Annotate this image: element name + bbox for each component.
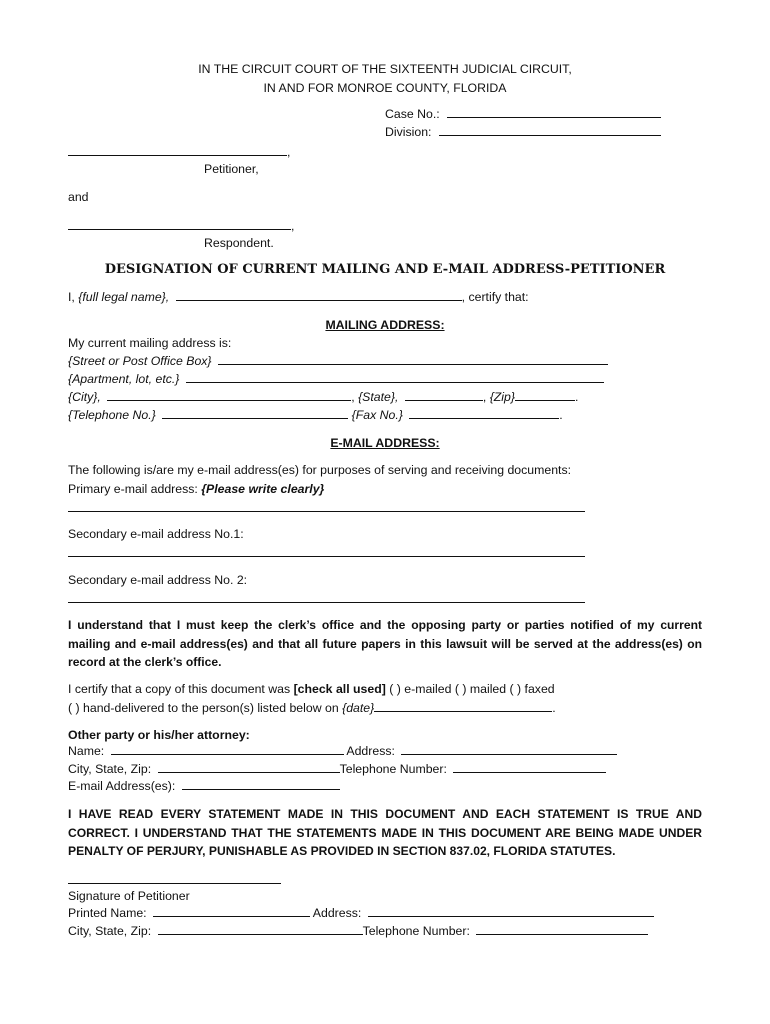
primary-email-hint: {Please write clearly}: [201, 482, 325, 496]
other-party-heading: Other party or his/her attorney:: [68, 728, 250, 742]
court-line-1: IN THE CIRCUIT COURT OF THE SIXTEENTH JUDICIAL CIRCUIT,: [198, 62, 572, 76]
intro-row: [68, 289, 529, 305]
city-field[interactable]: [107, 389, 351, 401]
fax-field[interactable]: [409, 407, 559, 419]
secondary-email-1-label: Secondary e-mail address No.1:: [68, 527, 244, 541]
other-email-field[interactable]: [182, 778, 340, 790]
case-no-row: [385, 106, 661, 122]
petitioner-label: Petitioner,: [204, 162, 259, 176]
email-lead: The following is/are my e-mail address(es) for purposes of serving and receiving documents:: [68, 463, 572, 477]
zip-field[interactable]: [515, 389, 575, 401]
other-address-label: Address:: [346, 744, 395, 758]
certify-row: [68, 681, 555, 697]
division-field[interactable]: [439, 124, 661, 136]
respondent-name-row: ,: [68, 218, 294, 234]
division-row: [385, 124, 661, 140]
option-hand-delivered[interactable]: ( ) hand-delivered to the person(s) listed below on: [68, 701, 339, 715]
signature-label: Signature of Petitioner: [68, 889, 190, 903]
primary-email-field[interactable]: [68, 511, 585, 512]
city-hint: {City},: [68, 390, 101, 404]
signature-city-label: City, State, Zip:: [68, 924, 152, 938]
other-address-field[interactable]: [401, 743, 617, 755]
option-faxed[interactable]: ( ) faxed: [509, 682, 555, 696]
full-name-hint: {full legal name},: [78, 290, 170, 304]
apartment-field[interactable]: [186, 371, 604, 383]
understanding-paragraph: I understand that I must keep the clerk’s office and the opposing party or parties notified of my current mailing and e-mail address(es) and that all future papers in this lawsuit will be served at the address(es) on record at the clerk’s office.: [68, 618, 702, 669]
date-field[interactable]: [374, 700, 552, 712]
state-field[interactable]: [405, 389, 483, 401]
date-hint: {date}: [342, 701, 375, 715]
apartment-row: [68, 371, 604, 387]
street-field[interactable]: [218, 353, 608, 365]
respondent-name-field[interactable]: [68, 218, 291, 230]
court-line-2: IN AND FOR MONROE COUNTY, FLORIDA: [263, 81, 507, 95]
other-email-label: E-mail Address(es):: [68, 779, 176, 793]
signature-city-row: [68, 923, 648, 939]
other-city-row: [68, 761, 606, 777]
city-state-zip-row: {City}, , {State}, , {Zip} .: [68, 390, 579, 404]
intro-prefix: I,: [68, 290, 75, 304]
apartment-hint: {Apartment, lot, etc.}: [68, 372, 180, 386]
mailing-heading: MAILING ADDRESS:: [325, 318, 445, 332]
secondary-email-2-field[interactable]: [68, 602, 585, 603]
division-label: Division:: [385, 125, 432, 139]
option-mailed[interactable]: ( ) mailed: [454, 682, 507, 696]
zip-hint: {Zip}: [489, 390, 515, 404]
signature-line[interactable]: [68, 883, 281, 884]
other-city-label: City, State, Zip:: [68, 762, 152, 776]
email-heading: E-MAIL ADDRESS:: [330, 436, 440, 450]
signature-city-field[interactable]: [158, 923, 363, 935]
document-title: DESIGNATION OF CURRENT MAILING AND E-MAIL ADDRESS-PETITIONER: [104, 262, 666, 277]
printed-name-field[interactable]: [153, 905, 310, 917]
petitioner-name-row: ,: [68, 144, 290, 160]
other-name-row: [68, 743, 617, 759]
signature-name-row: [68, 905, 654, 921]
mailing-lead: My current mailing address is:: [68, 336, 232, 350]
street-row: [68, 353, 608, 369]
certify-prefix: I certify that a copy of this document was: [68, 682, 291, 696]
telephone-hint: {Telephone No.}: [68, 408, 156, 422]
fax-hint: {Fax No.}: [351, 408, 403, 422]
signature-address-label: Address:: [312, 906, 362, 920]
option-emailed[interactable]: ( ) e-mailed: [389, 682, 452, 696]
printed-name-label: Printed Name:: [68, 906, 147, 920]
secondary-email-2-label: Secondary e-mail address No. 2:: [68, 573, 248, 587]
telephone-field[interactable]: [162, 407, 348, 419]
phone-fax-row: {Telephone No.} {Fax No.} .: [68, 408, 563, 422]
other-telephone-label: Telephone Number:: [339, 762, 447, 776]
respondent-label: Respondent.: [204, 236, 274, 250]
perjury-declaration: I HAVE READ EVERY STATEMENT MADE IN THIS DOCUMENT AND EACH STATEMENT IS TRUE AND CORRECT. I UNDERSTAND THAT THE STATEMENTS MADE IN THIS DOCUMENT ARE BEING MADE UNDER PENALTY OF PERJURY, PUNISHABLE AS PROVIDED IN SECTION 837.02, FLORIDA STATUTES.: [68, 807, 702, 858]
intro-suffix: , certify that:: [461, 290, 529, 304]
primary-email-label: Primary e-mail address:: [68, 482, 198, 496]
street-hint: {Street or Post Office Box}: [68, 354, 212, 368]
other-email-row: [68, 778, 340, 794]
petitioner-name-field[interactable]: [68, 144, 287, 156]
case-no-field[interactable]: [447, 106, 661, 118]
other-city-field[interactable]: [158, 761, 340, 773]
case-no-label: Case No.:: [385, 107, 440, 121]
and-label: and: [68, 190, 89, 204]
check-all-label: [check all used]: [293, 682, 386, 696]
state-hint: {State},: [358, 390, 399, 404]
secondary-email-1-field[interactable]: [68, 556, 585, 557]
other-telephone-field[interactable]: [453, 761, 606, 773]
other-name-field[interactable]: [111, 743, 344, 755]
primary-email-row: [68, 481, 324, 497]
full-name-field[interactable]: [176, 289, 462, 301]
other-name-label: Name:: [68, 744, 105, 758]
hand-delivered-row: ( ) hand-delivered to the person(s) listed below on {date} .: [68, 701, 556, 715]
signature-telephone-label: Telephone Number:: [362, 924, 470, 938]
signature-telephone-field[interactable]: [476, 923, 648, 935]
signature-address-field[interactable]: [368, 905, 654, 917]
